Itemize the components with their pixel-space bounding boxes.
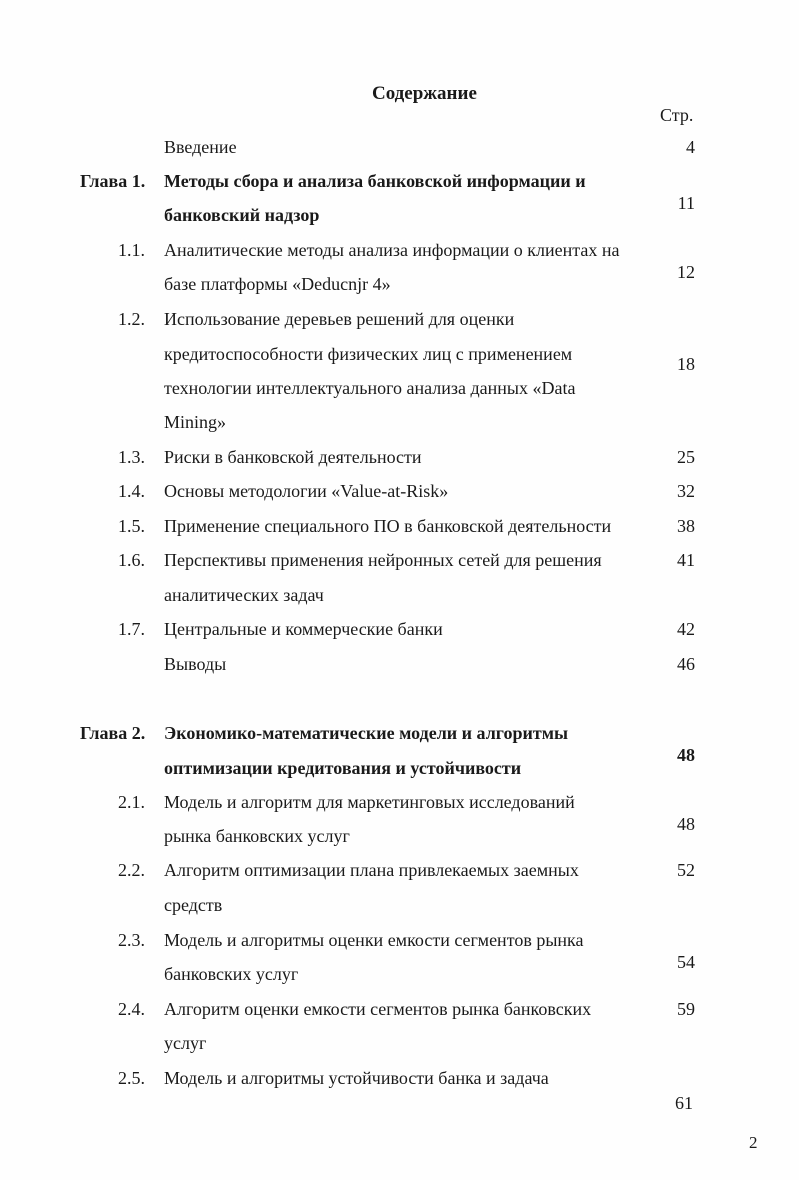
- entry-label: 2.4.: [118, 999, 145, 1019]
- entry-page: 38: [677, 516, 695, 536]
- entry-page: 18: [677, 354, 695, 374]
- entry-label: 1.2.: [118, 309, 145, 329]
- entry-text: Риски в банковской деятельности: [164, 447, 422, 467]
- entry-page: 12: [677, 262, 695, 282]
- entry-label: 2.2.: [118, 860, 145, 880]
- entry-page: 52: [677, 860, 695, 880]
- entry-text: Аналитические методы анализа информации о клиентах на: [164, 240, 620, 260]
- entry-page: 48: [677, 814, 695, 834]
- entry-page: 4: [686, 137, 695, 157]
- entry-label: 1.6.: [118, 550, 145, 570]
- entry-text: Применение специального ПО в банковской деятельности: [164, 516, 612, 536]
- entry-text: Методы сбора и анализа банковской информации и: [164, 171, 586, 191]
- entry-text: аналитических задач: [164, 585, 324, 605]
- entry-text: Основы методологии «Value-at-Risk»: [164, 481, 449, 501]
- entry-label: Глава 2.: [80, 723, 146, 743]
- entry-text: Выводы: [164, 654, 227, 674]
- entry-page: 25: [677, 447, 695, 467]
- entry-page: 48: [677, 745, 695, 765]
- entry-page: 11: [677, 193, 695, 213]
- toc-title: Содержание: [372, 83, 477, 104]
- entry-label: 1.4.: [118, 481, 145, 501]
- entry-label: 1.3.: [118, 447, 145, 467]
- entry-text: Модель и алгоритмы устойчивости банка и задача: [164, 1068, 549, 1088]
- entry-label: 1.1.: [118, 240, 145, 260]
- entry-text: Центральные и коммерческие банки: [164, 619, 443, 639]
- page-number: 2: [749, 1133, 758, 1152]
- entry-text: рынка банковских услуг: [164, 826, 350, 846]
- entry-page: 61: [675, 1093, 693, 1113]
- entry-label: Глава 1.: [80, 171, 146, 191]
- entry-text: Модель и алгоритмы оценки емкости сегментов рынка: [164, 930, 584, 950]
- entry-text: технологии интеллектуального анализа данных «Data: [164, 378, 576, 398]
- entry-text: Алгоритм оценки емкости сегментов рынка банковских: [164, 999, 592, 1019]
- entry-page: 59: [677, 999, 695, 1019]
- entry-text: услуг: [164, 1033, 207, 1053]
- entry-text: Экономико-математические модели и алгоритмы: [164, 723, 569, 743]
- entry-label: 2.3.: [118, 930, 145, 950]
- entry-text: оптимизации кредитования и устойчивости: [164, 758, 522, 778]
- entry-text: Введение: [164, 137, 237, 157]
- entry-text: Модель и алгоритм для маркетинговых исследований: [164, 792, 575, 812]
- entry-page: 32: [677, 481, 695, 501]
- entry-text: банковских услуг: [164, 964, 299, 984]
- entry-page: 54: [677, 952, 695, 972]
- page-column-header: Стр.: [660, 105, 694, 125]
- entry-page: 46: [677, 654, 695, 674]
- entry-page: 42: [677, 619, 695, 639]
- entry-text: Перспективы применения нейронных сетей для решения: [164, 550, 602, 570]
- entry-label: 1.7.: [118, 619, 145, 639]
- entry-page: 41: [677, 550, 695, 570]
- entry-text: Использование деревьев решений для оценки: [164, 309, 515, 329]
- entry-text: кредитоспособности физических лиц с применением: [164, 344, 573, 364]
- entry-text: Mining»: [164, 412, 227, 432]
- entry-text: банковский надзор: [164, 205, 320, 225]
- entry-label: 1.5.: [118, 516, 145, 536]
- entry-text: средств: [164, 895, 223, 915]
- entry-text: Алгоритм оптимизации плана привлекаемых заемных: [164, 860, 579, 880]
- entry-text: базе платформы «Deducnjr 4»: [164, 274, 391, 294]
- entry-label: 2.1.: [118, 792, 145, 812]
- entry-label: 2.5.: [118, 1068, 145, 1088]
